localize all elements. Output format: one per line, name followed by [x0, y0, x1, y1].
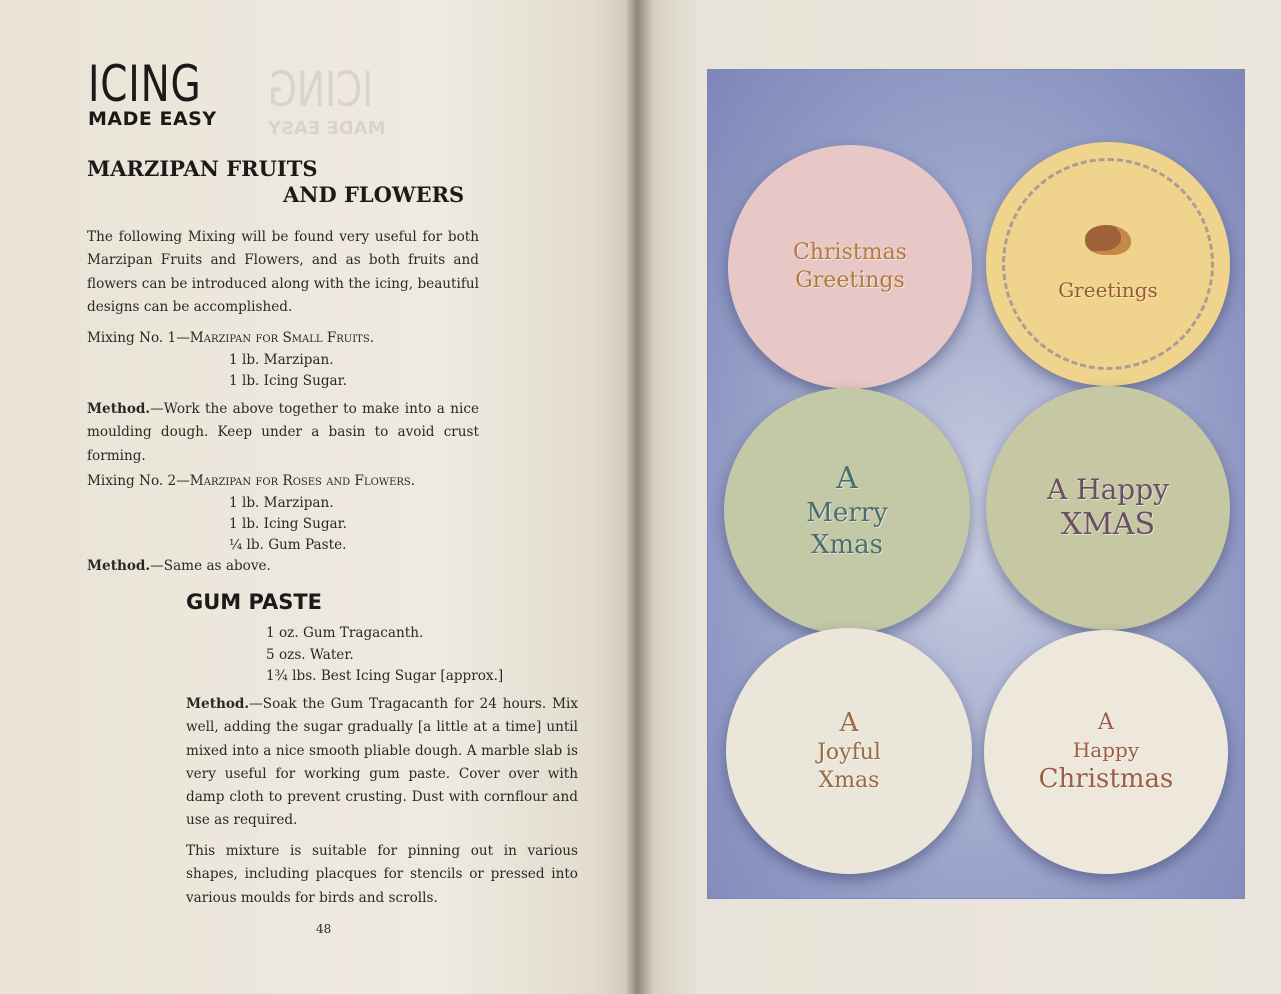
- dotted-ring-decoration: [1002, 158, 1214, 370]
- mixing2-item: 1 lb. Icing Sugar.: [229, 516, 347, 532]
- method3-label: Method.: [186, 696, 250, 712]
- disc-text: Xmas: [810, 530, 883, 560]
- colour-plate: [708, 70, 1244, 898]
- disc-text: Christmas: [1038, 764, 1174, 794]
- stencil-disc: [986, 386, 1230, 630]
- ghost-logo-sub: MADE EASY: [268, 118, 386, 139]
- mixing2-item: ¼ lb. Gum Paste.: [229, 537, 347, 553]
- book-logo: [88, 55, 234, 130]
- mixing1-heading: [87, 328, 374, 348]
- method2-text: —Same as above.: [150, 558, 271, 574]
- disc-text: Greetings: [795, 268, 905, 293]
- gum-item: 5 ozs. Water.: [266, 647, 354, 663]
- stencil-disc: [726, 628, 972, 874]
- disc-text: A Happy: [1047, 473, 1169, 506]
- section-title-line1: MARZIPAN FRUITS: [87, 156, 318, 181]
- logo-title: ICING: [88, 55, 202, 113]
- mixing1-item: 1 lb. Marzipan.: [229, 352, 334, 368]
- method3-paragraph: [186, 693, 578, 833]
- method1-text: —Work the above together to make into a nice moulding dough. Keep under a basin to avoid crust forming.: [87, 401, 479, 464]
- disc-text: Greetings: [1058, 278, 1158, 302]
- mixing2-heading: [87, 471, 415, 491]
- disc-text: A: [836, 461, 858, 496]
- method2-label: Method.: [87, 558, 151, 574]
- disc-text: Merry: [806, 498, 888, 528]
- intro-paragraph: The following Mixing will be found very useful for both Marzipan Fruits and Flowers, and as both fruits and flowers can be introduced along with the icing, beautiful designs can be accomplished.: [87, 229, 479, 315]
- method1-label: Method.: [87, 401, 151, 417]
- method3-text: —Soak the Gum Tragacanth for 24 hours. Mix well, adding the sugar gradually [a little at a time] until mixed into a nice smooth pliable dough. A marble slab is very useful for working gum paste. Cover over with damp cloth to prevent crusting. Dust with cornflour and use as required.: [186, 696, 578, 829]
- section-title-line2: AND FLOWERS: [283, 182, 465, 207]
- ghost-logo: ICING: [268, 62, 374, 118]
- closing-paragraph: This mixture is suitable for pinning out in various shapes, including placques for stencils or pressed into various moulds for birds and scrolls.: [186, 843, 578, 906]
- disc-text: A: [1098, 710, 1114, 735]
- stencil-disc: [986, 142, 1230, 386]
- gum-item: 1¾ lbs. Best Icing Sugar [approx.]: [266, 668, 504, 684]
- method1-paragraph: [87, 398, 479, 468]
- mixing2-prefix: Mixing No. 2—: [87, 473, 190, 489]
- show-through-ghost: [268, 62, 403, 139]
- disc-text: A: [839, 708, 859, 738]
- mixing2-title: Marzipan for Roses and Flowers.: [189, 473, 416, 489]
- stencil-disc: [984, 630, 1228, 874]
- stencil-disc: [724, 388, 970, 634]
- mixing1-title: Marzipan for Small Fruits.: [189, 330, 375, 346]
- stencil-disc: [728, 145, 972, 389]
- logo-subtitle: MADE EASY: [88, 108, 217, 130]
- disc-text: Happy: [1072, 738, 1140, 762]
- gum-paste-title: GUM PASTE: [186, 590, 323, 614]
- gum-item: 1 oz. Gum Tragacanth.: [266, 625, 424, 641]
- mixing1-item: 1 lb. Icing Sugar.: [229, 373, 347, 389]
- mixing2-item: 1 lb. Marzipan.: [229, 495, 334, 511]
- method2-line: [87, 556, 271, 576]
- book-gutter: [626, 0, 654, 994]
- disc-text: Xmas: [818, 768, 880, 793]
- disc-text: Joyful: [817, 740, 881, 765]
- disc-text: Christmas: [793, 240, 907, 265]
- page-number: 48: [316, 922, 332, 936]
- mixing1-prefix: Mixing No. 1—: [87, 330, 190, 346]
- disc-text: XMAS: [1060, 507, 1156, 542]
